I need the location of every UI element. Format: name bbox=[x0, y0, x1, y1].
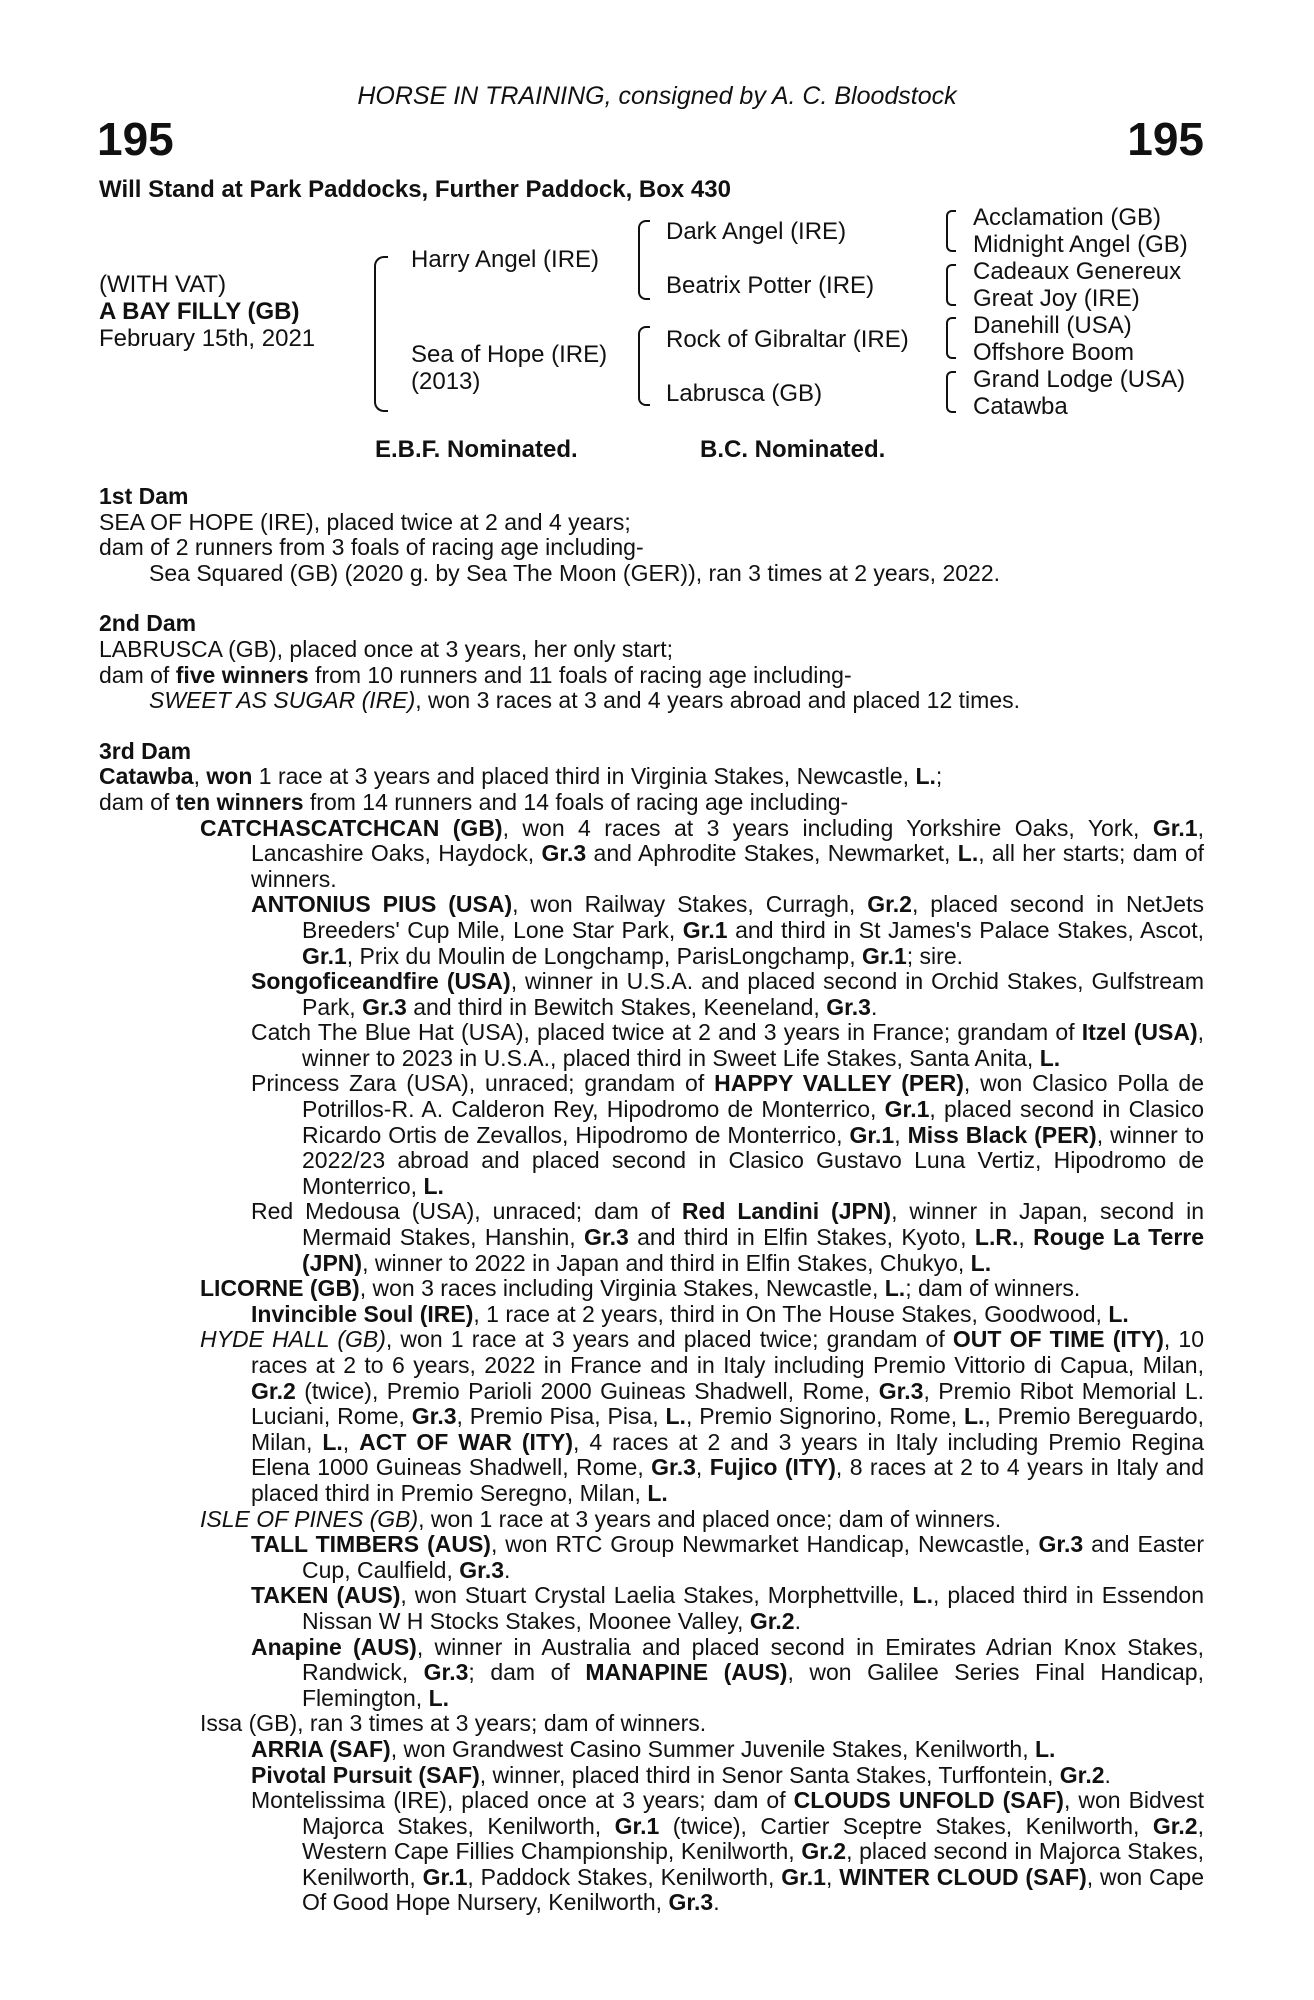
pedigree-dss: Danehill (USA) bbox=[973, 312, 1132, 339]
produce-antonius-pius: ANTONIUS PIUS (USA), won Railway Stakes, Curragh, Gr.2, placed second in NetJets Breeders' Cup Mile, Lone Star Park, Gr.1 and third in St James's Palace Stakes, Ascot, Gr.1, Prix du Moulin de Longchamp, ParisLongchamp, Gr.1; sire. bbox=[251, 891, 1204, 969]
produce-montelissima: Montelissima (IRE), placed once at 3 years; dam of CLOUDS UNFOLD (SAF), won Bidvest Majorca Stakes, Kenilworth, Gr.1 (twice), Cartier Sceptre Stakes, Kenilworth, Gr.2, Western Cape Fillies Championship, Kenilworth, Gr.2, placed second in Majorca Stakes, Kenilworth, Gr.1, Paddock Stakes, Kenilworth, Gr.1, WINTER CLOUD (SAF), won Cape Of Good Hope Nursery, Kenilworth, Gr.3. bbox=[251, 1787, 1205, 1916]
third-dam-summary: dam of ten winners from 14 runners and 14 foals of racing age including- bbox=[99, 788, 849, 815]
consignor-line: HORSE IN TRAINING, consigned by A. C. Bloodstock bbox=[357, 82, 957, 110]
lot-number-right: 195 bbox=[1127, 113, 1204, 165]
second-dam-summary: dam of five winners from 10 runners and 11 foals of racing age including- bbox=[99, 661, 852, 688]
pedigree-ssd: Midnight Angel (GB) bbox=[973, 231, 1188, 258]
pedigree-dam: Sea of Hope (IRE) bbox=[411, 341, 608, 368]
pedigree-sss: Acclamation (GB) bbox=[973, 204, 1162, 231]
first-dam-heading: 1st Dam bbox=[99, 483, 189, 509]
pedigree-brace-sd bbox=[946, 264, 956, 306]
pedigree-brace-sire bbox=[638, 220, 650, 300]
pedigree-sds: Cadeaux Genereux bbox=[973, 258, 1182, 285]
pedigree-dd: Labrusca (GB) bbox=[666, 380, 823, 407]
produce-songoficeandfire: Songoficeandfire (USA), winner in U.S.A. and placed second in Orchid Stakes, Gulfstream Park, Gr.3 and third in Bewitch Stakes, Keeneland, Gr.3. bbox=[251, 968, 1205, 1020]
lot-number-left: 195 bbox=[97, 113, 174, 165]
produce-pivotal-pursuit: Pivotal Pursuit (SAF), winner, placed third in Senor Santa Stakes, Turffontein, Gr.2. bbox=[251, 1761, 1111, 1788]
produce-taken: TAKEN (AUS), won Stuart Crystal Laelia Stakes, Morphettville, L., placed third in Essendon Nissan W H Stocks Stakes, Moonee Valley, Gr.2. bbox=[251, 1582, 1204, 1634]
produce-arria: ARRIA (SAF), won Grandwest Casino Summer Juvenile Stakes, Kenilworth, L. bbox=[251, 1735, 1056, 1762]
pedigree-brace-dam bbox=[638, 326, 650, 406]
pedigree-ds: Rock of Gibraltar (IRE) bbox=[666, 326, 909, 353]
produce-princess-zara: Princess Zara (USA), unraced; grandam of HAPPY VALLEY (PER), won Clasico Polla de Potrillos-R. A. Calderon Rey, Hipodromo de Monterrico, Gr.1, placed second in Clasico Ricardo Ortis de Zevallos, Hipodromo de Monterrico, Gr.1, Miss Black (PER), winner to 2022/23 abroad and placed second in Clasico Gustavo Luna Vertiz, Hipodromo de Monterrico, L. bbox=[251, 1070, 1205, 1199]
pedigree-brace-dd bbox=[946, 371, 956, 413]
third-dam-heading: 3rd Dam bbox=[99, 737, 192, 764]
pedigree-sd: Beatrix Potter (IRE) bbox=[666, 272, 875, 299]
produce-issa: Issa (GB), ran 3 times at 3 years; dam of winners. bbox=[200, 1710, 707, 1737]
first-dam-summary: dam of 2 runners from 3 foals of racing age including- bbox=[99, 534, 644, 561]
second-dam-line: LABRUSCA (GB), placed once at 3 years, her only start; bbox=[99, 635, 673, 662]
stand-location: Will Stand at Park Paddocks, Further Paddock, Box 430 bbox=[99, 176, 731, 203]
produce-hyde-hall: HYDE HALL (GB), won 1 race at 3 years and placed twice; grandam of OUT OF TIME (ITY), 10 races at 2 to 6 years, 2022 in France and in Italy including Premio Vittorio di Capua, Milan, Gr.2 (twice), Premio Parioli 2000 Guineas Shadwell, Rome, Gr.3, Premio Ribot Memorial L. Luciani, Rome, Gr.3, Premio Pisa, Pisa, L., Premio Signorino, Rome, L., Premio Bereguardo, Milan, L., ACT OF WAR (ITY), 4 races at 2 and 3 years in Italy including Premio Regina Elena 1000 Guineas Shadwell, Rome, Gr.3, Fujico (ITY), 8 races at 2 to 4 years in Italy and placed third in Premio Seregno, Milan, L. bbox=[200, 1326, 1205, 1506]
pedigree-sdd: Great Joy (IRE) bbox=[973, 285, 1140, 312]
produce-isle-of-pines: ISLE OF PINES (GB), won 1 race at 3 years and placed once; dam of winners. bbox=[200, 1505, 1002, 1532]
pedigree-dds: Grand Lodge (USA) bbox=[973, 366, 1186, 393]
produce-anapine: Anapine (AUS), winner in Australia and placed second in Emirates Adrian Knox Stakes, Randwick, Gr.3; dam of MANAPINE (AUS), won Galilee Series Final Handicap, Flemington, L. bbox=[251, 1633, 1205, 1711]
pedigree-ss: Dark Angel (IRE) bbox=[666, 218, 847, 245]
produce-tall-timbers: TALL TIMBERS (AUS), won RTC Group Newmarket Handicap, Newcastle, Gr.3 and Easter Cup, Caulfield, Gr.3. bbox=[251, 1531, 1204, 1583]
produce-invincible-soul: Invincible Soul (IRE), 1 race at 2 years, third in On The House Stakes, Goodwood, L. bbox=[251, 1300, 1129, 1327]
vat-note: (WITH VAT) bbox=[99, 271, 227, 298]
pedigree-ddd: Catawba bbox=[973, 393, 1068, 420]
pedigree-sire: Harry Angel (IRE) bbox=[411, 246, 600, 273]
horse-name: A BAY FILLY (GB) bbox=[99, 298, 300, 325]
produce-catchascatchcan: CATCHASCATCHCAN (GB), won 4 races at 3 years including Yorkshire Oaks, York, Gr.1, Lancashire Oaks, Haydock, Gr.3 and Aphrodite Stakes, Newmarket, L., all her starts; dam of winners. bbox=[200, 814, 1205, 892]
produce-record bbox=[99, 484, 1204, 1916]
pedigree-brace-main bbox=[374, 256, 388, 412]
pedigree-brace-ds bbox=[946, 317, 956, 359]
first-dam-line: SEA OF HOPE (IRE), placed twice at 2 and 4 years; bbox=[99, 508, 631, 535]
bc-nominated: B.C. Nominated. bbox=[700, 436, 886, 463]
pedigree-dam-year: (2013) bbox=[411, 368, 481, 395]
second-dam-produce: SWEET AS SUGAR (IRE), won 3 races at 3 and 4 years abroad and placed 12 times. bbox=[149, 687, 1020, 714]
pedigree-dsd: Offshore Boom bbox=[973, 339, 1134, 366]
horse-dob: February 15th, 2021 bbox=[99, 325, 316, 352]
pedigree-brace-ss bbox=[946, 210, 956, 252]
ebf-nominated: E.B.F. Nominated. bbox=[375, 436, 578, 463]
produce-red-medousa: Red Medousa (USA), unraced; dam of Red Landini (JPN), winner in Japan, second in Mermaid Stakes, Hanshin, Gr.3 and third in Elfin Stakes, Kyoto, L.R., Rouge La Terre (JPN), winner to 2022 in Japan and third in Elfin Stakes, Chukyo, L. bbox=[251, 1198, 1205, 1276]
second-dam-heading: 2nd Dam bbox=[99, 610, 197, 637]
produce-catch-the-blue-hat: Catch The Blue Hat (USA), placed twice at 2 and 3 years in France; grandam of Itzel (USA), winner to 2023 in U.S.A., placed third in Sweet Life Stakes, Santa Anita, L. bbox=[251, 1019, 1205, 1071]
first-dam-produce: Sea Squared (GB) (2020 g. by Sea The Moon (GER)), ran 3 times at 2 years, 2022. bbox=[149, 559, 1000, 586]
third-dam-line: Catawba, won 1 race at 3 years and placed third in Virginia Stakes, Newcastle, L.; bbox=[99, 763, 943, 790]
produce-licorne: LICORNE (GB), won 3 races including Virginia Stakes, Newcastle, L.; dam of winners. bbox=[200, 1275, 1081, 1302]
